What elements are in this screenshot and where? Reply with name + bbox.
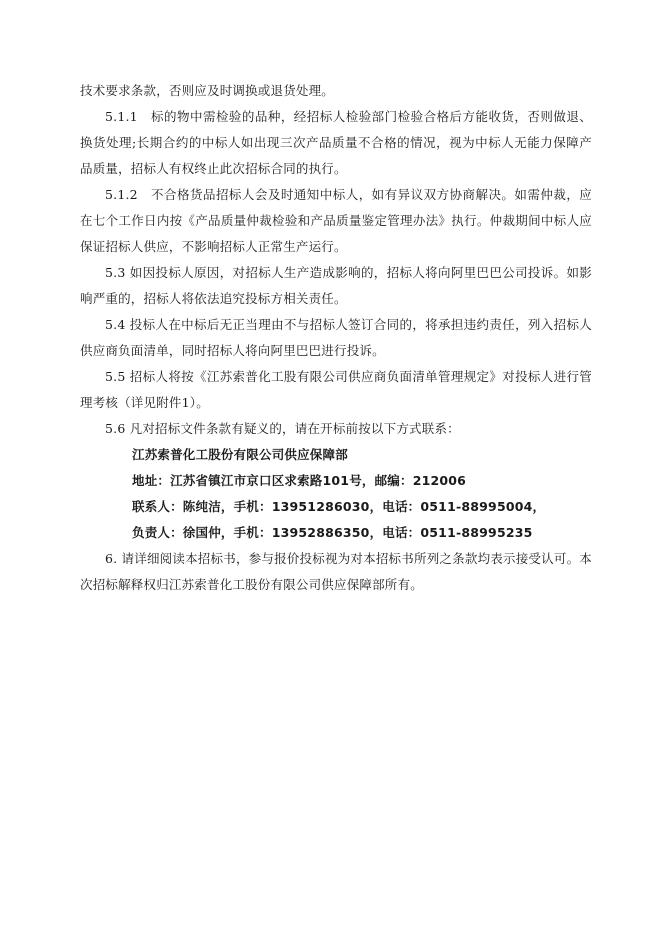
paragraph-5-6: 5.6 凡对招标文件条款有疑义的，请在开标前按以下方式联系：	[105, 421, 460, 436]
contact-person: 联系人：陈纯洁，手机：13951286030，电话：0511-88995004，	[132, 499, 546, 514]
paragraph-tech-requirements: 技术要求条款，否则应及时调换或退货处理。	[80, 83, 335, 98]
responsible-person: 负责人：徐国仲，手机：13952886350，电话：0511-88995235	[132, 525, 533, 540]
paragraph-5-5: 5.5 招标人将按《江苏索普化工股有限公司供应商负面清单管理规定》对投标人进行管理考核（详见附件1）。	[80, 369, 592, 410]
paragraph-5-4: 5.4 投标人在中标后无正当理由不与招标人签订合同的，将承担违约责任，列入招标人供应商负面清单，同时招标人将向阿里巴巴进行投诉。	[80, 317, 592, 358]
contact-address: 地址：江苏省镇江市京口区求索路101号，邮编：212006	[132, 473, 467, 488]
document-body	[80, 78, 592, 598]
paragraph-5-3: 5.3 如因投标人原因，对招标人生产造成影响的，招标人将向阿里巴巴公司投诉。如影响严重的，招标人将依法追究投标方相关责任。	[80, 265, 592, 306]
paragraph-6: 6. 请详细阅读本招标书，参与报价投标视为对本招标书所列之条款均表示接受认可。本次招标解释权归江苏索普化工股份有限公司供应保障部所有。	[80, 551, 592, 592]
paragraph-5-1-2: 5.1.2 不合格货品招标人会及时通知中标人，如有异议双方协商解决。如需仲裁，应在七个工作日内按《产品质量仲裁检验和产品质量鉴定管理办法》执行。仲裁期间中标人应保证招标人供应，不影响招标人正常生产运行。	[80, 187, 592, 254]
contact-block	[80, 442, 592, 546]
contact-organization: 江苏索普化工股份有限公司供应保障部	[132, 447, 348, 462]
paragraph-5-1-1: 5.1.1 标的物中需检验的品种，经招标人检验部门检验合格后方能收货，否则做退、换货处理;长期合约的中标人如出现三次产品质量不合格的情况，视为中标人无能力保障产品质量，招标人有权终止此次招标合同的执行。	[80, 109, 592, 176]
